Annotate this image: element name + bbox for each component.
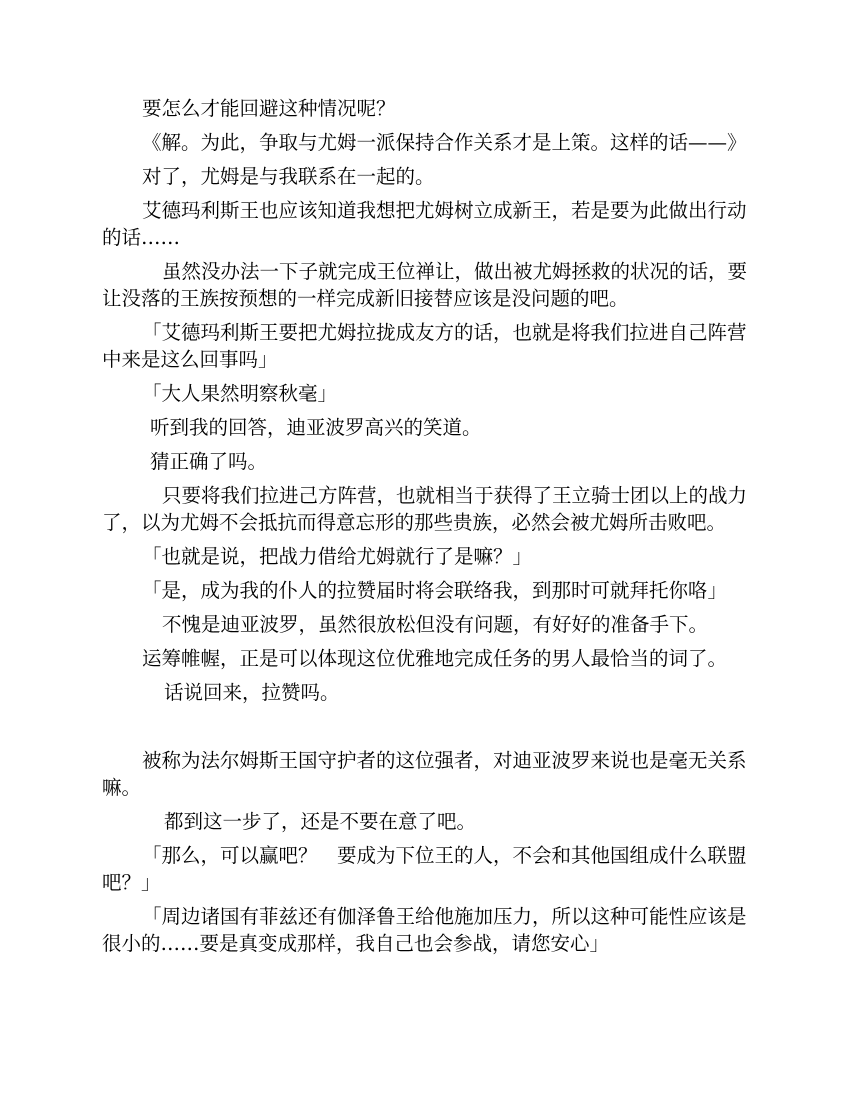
paragraph-13: 不愧是迪亚波罗，虽然很放松但没有问题，有好好的准备手下。	[162, 613, 709, 636]
paragraph-5: 虽然没办法一下子就完成王位禅让，做出被尤姆拯救的状况的话，要让没落的王族按预想的一样完成新旧接替应该是没问题的吧。	[102, 260, 748, 310]
paragraph-3: 对了，尤姆是与我联系在一起的。	[142, 165, 435, 188]
paragraph-11: 「也就是说，把战力借给尤姆就行了是嘛？」	[142, 545, 533, 568]
paragraph-9: 猜正确了吗。	[150, 450, 268, 473]
paragraph-10: 只要将我们拉进己方阵营，也就相当于获得了王立骑士团以上的战力了，以为尤姆不会抵抗而得意忘形的那些贵族，必然会被尤姆所击败吧。	[102, 484, 748, 534]
paragraph-8: 听到我的回答，迪亚波罗高兴的笑道。	[150, 416, 482, 439]
paragraph-16: 被称为法尔姆斯王国守护者的这位强者，对迪亚波罗来说也是毫无关系嘛。	[102, 749, 747, 799]
paragraph-4: 艾德玛利斯王也应该知道我想把尤姆树立成新王，若是要为此做出行动的话……	[102, 199, 747, 249]
paragraph-18: 「那么，可以赢吧？ 要成为下位王的人，不会和其他国组成什么联盟吧？」	[102, 844, 747, 894]
paragraph-17: 都到这一步了，还是不要在意了吧。	[164, 810, 477, 833]
paragraph-2: 《解。为此，争取与尤姆一派保持合作关系才是上策。这样的话——》	[142, 131, 747, 154]
paragraph-7: 「大人果然明察秋毫」	[142, 382, 338, 405]
section-gap	[102, 713, 752, 747]
paragraph-14: 运筹帷幄，正是可以体现这位优雅地完成任务的男人最恰当的词了。	[142, 647, 728, 670]
paragraph-1: 要怎么才能回避这种情况呢？	[142, 97, 396, 120]
paragraph-19: 「周边诸国有菲兹还有伽泽鲁王给他施加压力，所以这种可能性应该是很小的……要是真变成那样，我自己也会参战，请您安心」	[102, 905, 747, 955]
paragraph-6: 「艾德玛利斯王要把尤姆拉拢成友方的话，也就是将我们拉进自己阵营中来是这么回事吗」	[102, 321, 747, 371]
paragraph-15: 话说回来，拉赞吗。	[164, 681, 340, 704]
paragraph-12: 「是，成为我的仆人的拉赞届时将会联络我，到那时可就拜托你咯」	[142, 579, 728, 602]
novel-page	[102, 95, 752, 964]
